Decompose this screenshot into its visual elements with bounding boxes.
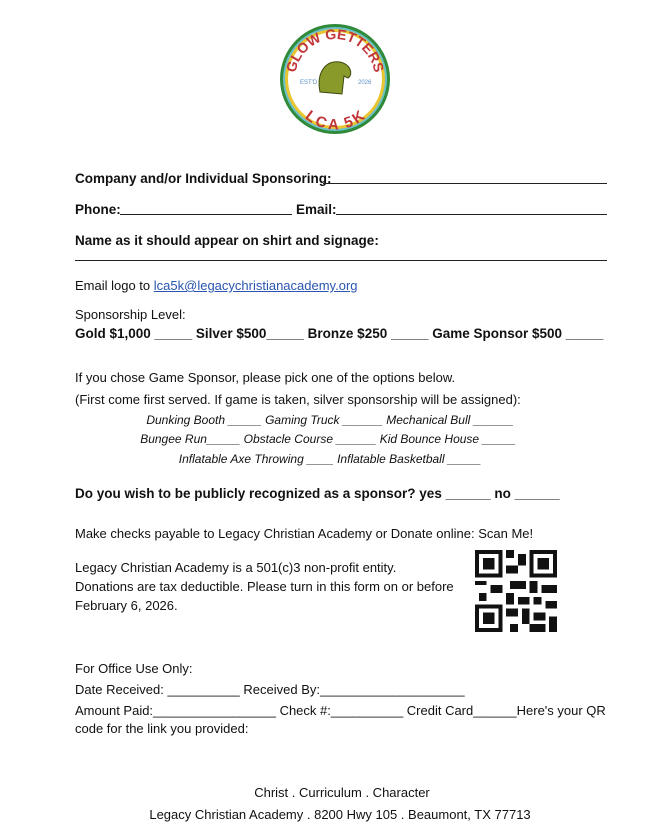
sponsorship-levels[interactable]: Gold $1,000 _____ Silver $500_____ Bronze $250 _____ Game Sponsor $500 _____ (75, 326, 604, 341)
svg-text:GLOW GETTERS: GLOW GETTERS (282, 25, 388, 74)
glow-getters-logo (278, 22, 392, 136)
game-options-row[interactable]: Bungee Run_____ Obstacle Course ______ Kid Bounce House _____ (140, 432, 516, 446)
nonprofit-text: Donations are tax deductible. Please turn in this form on or before (75, 579, 454, 594)
recognition-question[interactable]: Do you wish to be publicly recognized as a sponsor? yes ______ no ______ (75, 486, 560, 501)
office-line: Amount Paid:_________________ Check #:__________ Credit Card______Here's your QR (75, 703, 606, 718)
nonprofit-text: Legacy Christian Academy is a 501(c)3 non-profit entity. (75, 560, 397, 575)
svg-text:EST'D: EST'D (300, 80, 318, 86)
deadline-text: February 6, 2026. (75, 598, 178, 613)
qr-code[interactable] (475, 550, 557, 632)
checks-text: Make checks payable to Legacy Christian Academy or Donate online: Scan Me! (75, 526, 534, 541)
office-title: For Office Use Only: (75, 661, 193, 676)
game-options-row[interactable]: Inflatable Axe Throwing ____ Inflatable Basketball _____ (178, 452, 482, 466)
address: Legacy Christian Academy . 8200 Hwy 105 . Beaumont, TX 77713 (149, 807, 531, 822)
motto: Christ . Curriculum . Character (254, 785, 430, 800)
company-label: Company and/or Individual Sponsoring: (75, 171, 332, 186)
game-options-row[interactable]: Dunking Booth _____ Gaming Truck ______ Mechanical Bull ______ (146, 413, 514, 427)
email-field[interactable] (336, 214, 607, 215)
sponsorship-label: Sponsorship Level: (75, 307, 186, 322)
name-label: Name as it should appear on shirt and signage: (75, 233, 379, 248)
game-instructions: If you chose Game Sponsor, please pick one of the options below. (75, 370, 456, 385)
name-field[interactable] (75, 260, 607, 261)
email-logo-text: Email logo to lca5k@legacychristianacademy.org (75, 278, 358, 293)
svg-text:2026: 2026 (358, 80, 372, 86)
email-label: Email: (296, 202, 337, 217)
office-line: code for the link you provided: (75, 721, 249, 736)
phone-label: Phone: (75, 202, 121, 217)
office-line: Date Received: __________ Received By:____________________ (75, 682, 465, 697)
phone-field[interactable] (120, 214, 292, 215)
svg-text:LCA 5K: LCA 5K (301, 107, 368, 134)
company-field[interactable] (323, 183, 607, 184)
email-link[interactable]: lca5k@legacychristianacademy.org (153, 278, 358, 293)
game-note: (First come first served. If game is taken, silver sponsorship will be assigned): (75, 392, 521, 407)
